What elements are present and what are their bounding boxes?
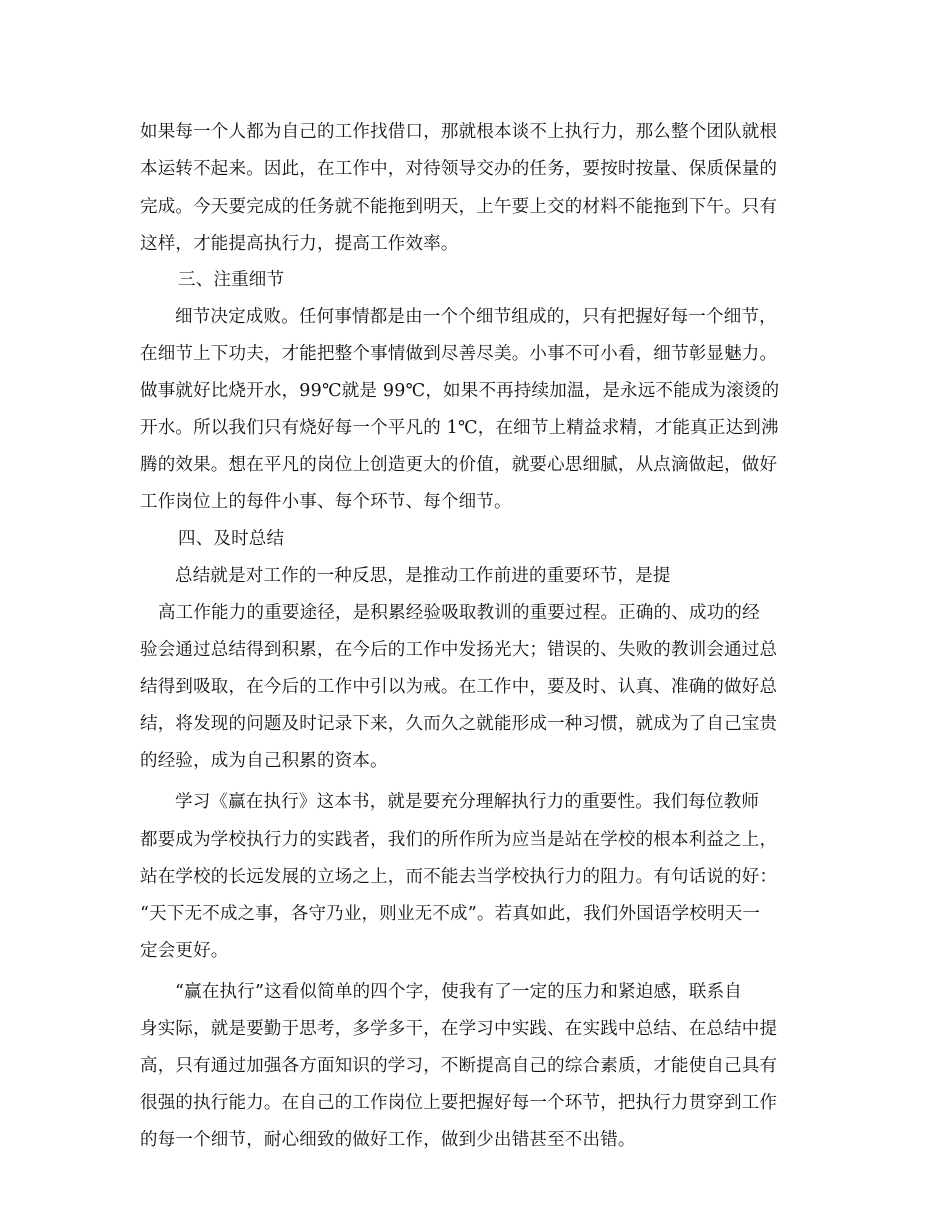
paragraph-line: 结，将发现的问题及时记录下来，久而久之就能形成一种习惯，就成为了自己宝贵 (140, 714, 778, 734)
paragraph-line: 总结就是对工作的一种反思，是推动工作前进的重要环节，是提 (175, 566, 671, 586)
paragraph-line: 本运转不起来。因此，在工作中，对待领导交办的任务，要按时按量、保质保量的 (140, 159, 778, 179)
paragraph-line: 站在学校的长远发展的立场之上，而不能去当学校执行力的阻力。有句话说的好： (140, 867, 778, 887)
paragraph-line: 的经验，成为自己积累的资本。 (140, 751, 388, 771)
paragraph-line: 高工作能力的重要途径，是积累经验吸取教训的重要过程。正确的、成功的经 (158, 603, 760, 623)
paragraph-line: 都要成为学校执行力的实践者，我们的所作所为应当是站在学校的根本利益之上， (140, 830, 778, 850)
section-heading: 四、及时总结 (178, 529, 285, 549)
paragraph-line: 如果每一个人都为自己的工作找借口，那就根本谈不上执行力，那么整个团队就根 (140, 122, 778, 142)
paragraph-line: “赢在执行”这看似简单的四个字，使我有了一定的压力和紧迫感，联系自 (175, 982, 742, 1002)
paragraph-line: 验会通过总结得到积累，在今后的工作中发扬光大；错误的、失败的教训会通过总 (140, 640, 778, 660)
paragraph-line: 定会更好。 (140, 941, 229, 961)
paragraph-line: 很强的执行能力。在自己的工作岗位上要把握好每一个环节，把执行力贯穿到工作 (140, 1093, 778, 1113)
paragraph-line: 腾的效果。想在平凡的岗位上创造更大的价值，就要心思细腻，从点滴做起，做好 (140, 455, 778, 475)
paragraph-line: 这样，才能提高执行力，提高工作效率。 (140, 234, 459, 254)
paragraph-line: 做事就好比烧开水，99℃就是 99℃，如果不再持续加温，是永远不能成为滚烫的 (140, 381, 780, 401)
paragraph-line: 开水。所以我们只有烧好每一个平凡的 1℃，在细节上精益求精，才能真正达到沸 (140, 418, 779, 438)
paragraph-line: 完成。今天要完成的任务就不能拖到明天，上午要上交的材料不能拖到下午。只有 (140, 197, 778, 217)
paragraph-line: 结得到吸取，在今后的工作中引以为戒。在工作中，要及时、认真、准确的做好总 (140, 677, 778, 697)
paragraph-line: 细节决定成败。任何事情都是由一个个细节组成的，只有把握好每一个细节， (175, 307, 777, 327)
paragraph-line: 高，只有通过加强各方面知识的学习，不断提高自己的综合素质，才能使自己具有 (140, 1056, 778, 1076)
paragraph-line: 身实际，就是要勤于思考，多学多干，在学习中实践、在实践中总结、在总结中提 (140, 1019, 778, 1039)
paragraph-line: “天下无不成之事，各守乃业，则业无不成”。若真如此，我们外国语学校明天一 (140, 904, 761, 924)
paragraph-line: 学习《赢在执行》这本书，就是要充分理解执行力的重要性。我们每位教师 (175, 792, 760, 812)
paragraph-line: 工作岗位上的每件小事、每个环节、每个细节。 (140, 492, 512, 512)
section-heading: 三、注重细节 (178, 270, 285, 290)
paragraph-line: 在细节上下功夫，才能把整个事情做到尽善尽美。小事不可小看，细节彰显魅力。 (140, 344, 778, 364)
paragraph-line: 的每一个细节，耐心细致的做好工作，做到少出错甚至不出错。 (140, 1130, 636, 1150)
